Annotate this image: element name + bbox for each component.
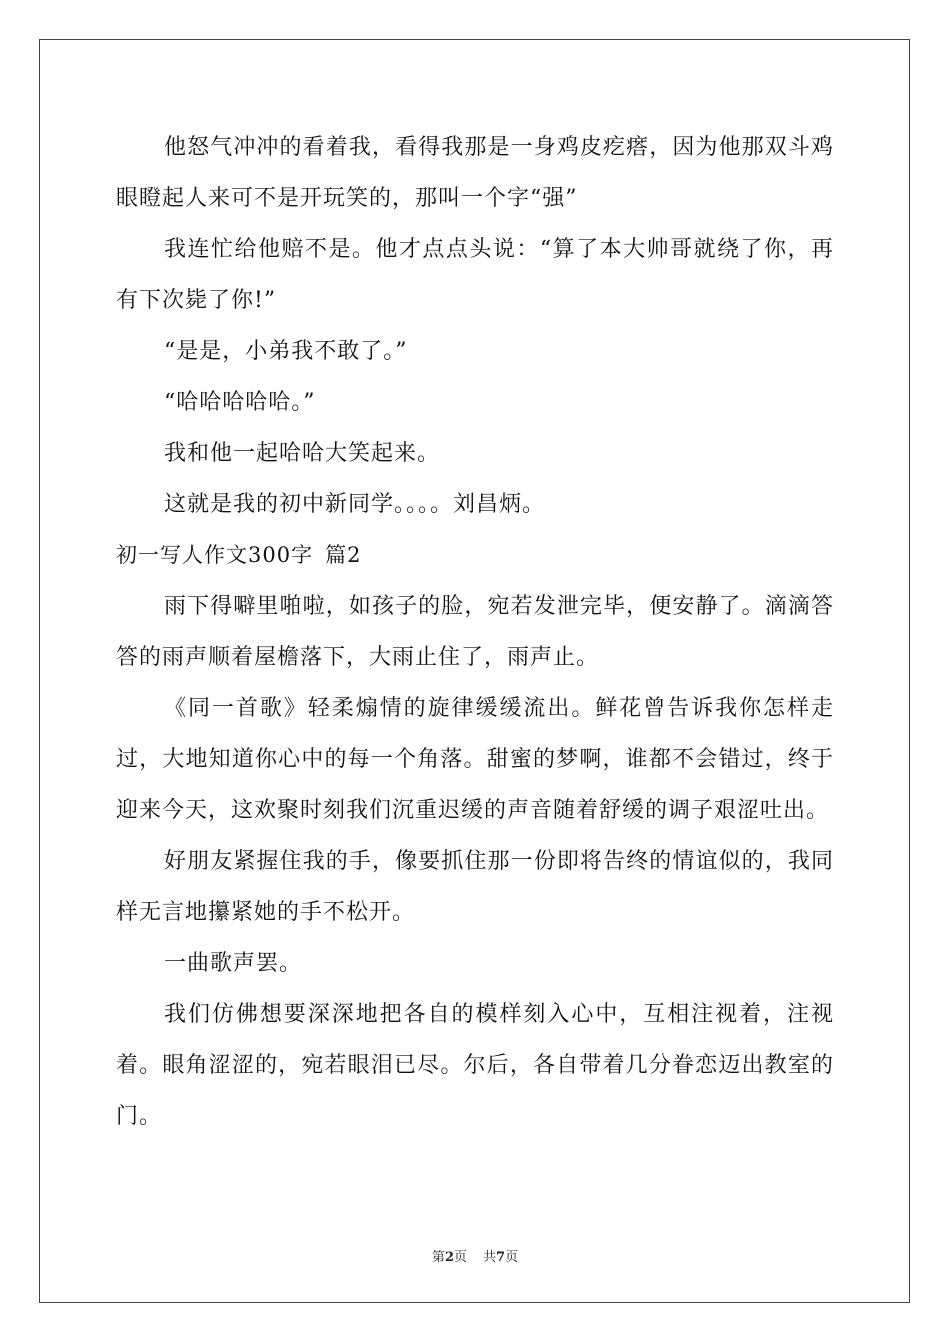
paragraph: 雨下得噼里啪啦，如孩子的脸，宛若发泄完毕，便安静了。滴滴答答的雨声顺着屋檐落下，大雨止住了，雨声止。 xyxy=(116,594,834,670)
paragraph: 我和他一起哈哈大笑起来。 xyxy=(164,441,441,466)
page-footer xyxy=(0,1246,950,1265)
heading-part: 篇2 xyxy=(325,543,362,567)
page-prefix: 第 xyxy=(431,1250,445,1265)
page-suffix: 页 xyxy=(453,1250,467,1265)
paragraph: 《同一首歌》轻柔煽情的旋律缓缓流出。鲜花曾告诉我你怎样走过，大地知道你心中的每一个角落。甜蜜的梦啊，谁都不会错过，终于迎来今天，这欢聚时刻我们沉重迟缓的声音随着舒缓的调子艰涩吐出。 xyxy=(116,696,834,823)
paragraph: 一曲歌声罢。 xyxy=(164,951,303,976)
paragraph: “哈哈哈哈哈。” xyxy=(164,390,316,415)
section-heading xyxy=(116,530,834,581)
paragraph: 这就是我的初中新同学。。。。刘昌炳。 xyxy=(164,492,546,517)
page-current: 2 xyxy=(444,1250,454,1265)
paragraph: 他怒气冲冲的看着我，看得我那是一身鸡皮疙瘩，因为他那双斗鸡眼瞪起人来可不是开玩笑的，那叫一个字“强” xyxy=(116,135,834,211)
page-total: 7 xyxy=(496,1250,506,1265)
paragraph: 我连忙给他赔不是。他才点点头说：“算了本大帅哥就绕了你，再有下次毙了你!” xyxy=(116,237,834,313)
total-prefix: 共 xyxy=(483,1250,497,1265)
paragraph: “是是，小弟我不敢了。” xyxy=(164,339,408,364)
paragraph: 我们仿佛想要深深地把各自的模样刻入心中，互相注视着，注视着。眼角涩涩的，宛若眼泪已尽。尔后，各自带着几分眷恋迈出教室的门。 xyxy=(116,1002,834,1129)
paragraph: 好朋友紧握住我的手，像要抓住那一份即将告终的情谊似的，我同样无言地攥紧她的手不松开。 xyxy=(116,849,834,925)
heading-title: 初一写人作文300字 xyxy=(116,543,314,567)
total-suffix: 页 xyxy=(505,1250,519,1265)
document-body xyxy=(116,122,834,1142)
